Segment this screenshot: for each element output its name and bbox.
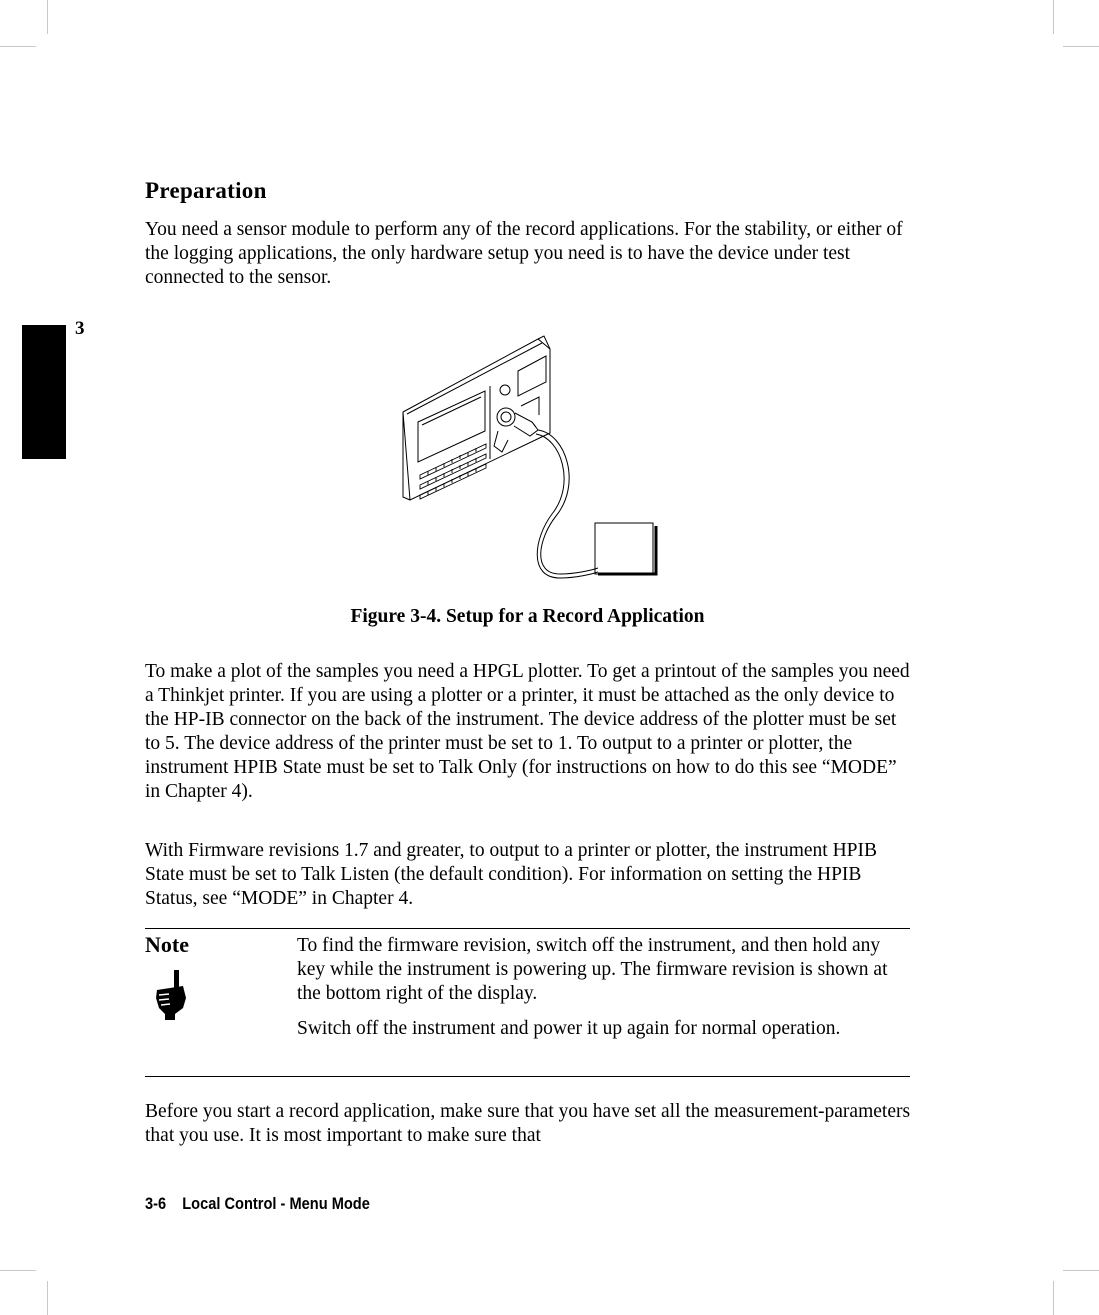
crop-mark [47,0,48,34]
footer-section-title: Local Control - Menu Mode [182,1194,370,1213]
note-top-rule [145,928,910,929]
note-label: Note [145,932,189,957]
intro-paragraph: You need a sensor module to perform any of the record applications. For the stability, or either of the logging applications, the only hardware setup you need is to have the device under test connected to the sensor. [145,219,903,288]
crop-mark [0,46,36,47]
crop-mark [47,1281,48,1315]
crop-mark [0,1270,36,1271]
figure-caption: Figure 3-4. Setup for a Record Application [350,606,705,627]
before-paragraph: Before you start a record application, make sure that you have set all the measurement-parameters that you use. It is most important to make sure that [145,1101,911,1146]
plot-paragraph: To make a plot of the samples you need a HPGL plotter. To get a printout of the samples you need a Thinkjet printer. If you are using a plotter or a printer, it must be attached as the only device to the HP-IB connector on the back of the instrument. The device address of the plotter must be set to 5. The device address of the printer must be set to 1. To output to a printer or plotter, the instrument HPIB State must be set to Talk Only (for instructions on how to do this see “MODE” in Chapter 4). [145,661,910,802]
note-text-2: Switch off the instrument and power it up again for normal operation. [297,1018,841,1039]
crop-mark [1053,0,1054,34]
chapter-number: 3 [75,318,85,339]
crop-mark [1053,1281,1054,1315]
note-text-1: To find the firmware revision, switch off the instrument, and then hold any key while the instrument is powering up. The firmware revision is shown at the bottom right of the display. [297,935,888,1004]
crop-mark [1063,1270,1099,1271]
firmware-paragraph: With Firmware revisions 1.7 and greater, to output to a printer or plotter, the instrument HPIB State must be set to Talk Listen (the default condition). For information on setting the HPIB Status, see “MODE” in Chapter 4. [145,840,878,909]
note-body [297,934,897,1052]
crop-mark [1063,46,1099,47]
chapter-tab [22,325,66,459]
page-number: 3-6 [145,1194,167,1213]
page-footer [145,1194,370,1214]
record-setup-figure [398,334,660,580]
pointing-hand-icon [153,968,189,1022]
note-bottom-rule [145,1076,910,1077]
section-heading: Preparation [145,178,267,203]
